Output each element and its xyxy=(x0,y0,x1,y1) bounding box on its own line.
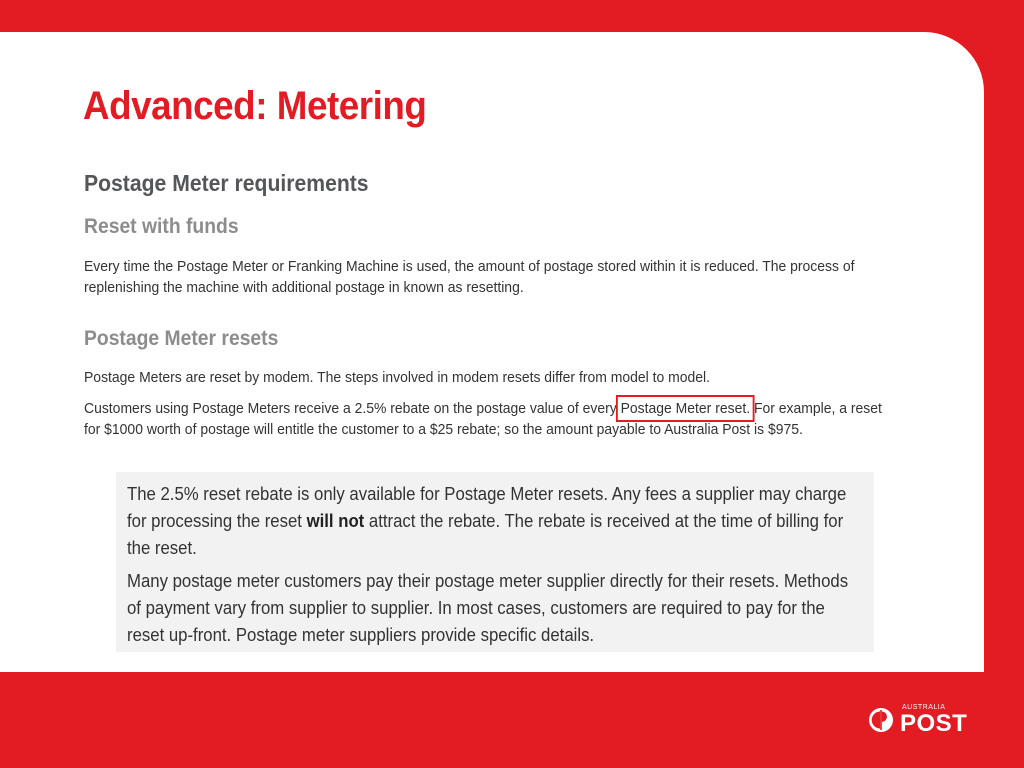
callout-text-before: The 2.5% reset rebate is only available for Postage Meter resets. Any fees a supplier may charge for processing the reset xyxy=(127,484,847,531)
rebate-callout-box xyxy=(116,472,874,652)
callout-paragraph-rebate xyxy=(127,481,862,562)
rebate-text-before: Customers using Postage Meters receive a 2.5% rebate on the postage value of every xyxy=(84,400,621,417)
rebate-text-after: For example, a reset for $1000 worth of postage will entitle the customer to a $25 rebate; so the amount payable to Australia Post is $975. xyxy=(84,400,882,438)
callout-paragraph-payment: Many postage meter customers pay their postage meter supplier directly for their resets. Methods of payment vary from supplier to supplier. In most cases, customers are required to pay for the reset up-front. Postage meter suppliers provide specific details. xyxy=(127,571,849,645)
australia-post-wordmark xyxy=(900,704,967,736)
subheading-postage-meter-resets: Postage Meter resets xyxy=(84,327,279,350)
rebate-paragraph xyxy=(84,398,893,440)
logo-australia-text: AUSTRALIA xyxy=(902,704,946,711)
section-heading: Postage Meter requirements xyxy=(84,170,369,196)
callout-bold-will-not: will not xyxy=(306,511,365,531)
slide-title: Advanced: Metering xyxy=(83,84,427,128)
highlighted-postage-meter-reset: Postage Meter reset. xyxy=(620,400,751,417)
modem-reset-paragraph: Postage Meters are reset by modem. The steps involved in modem resets differ from model to model. xyxy=(84,369,710,386)
callout-text-after: attract the rebate. The rebate is received at the time of billing for the reset. xyxy=(127,511,844,558)
logo-post-text: POST xyxy=(900,710,968,737)
australia-post-logo xyxy=(868,704,967,736)
subheading-reset-with-funds: Reset with funds xyxy=(84,215,239,238)
australia-post-p-icon xyxy=(868,707,894,733)
reset-with-funds-paragraph: Every time the Postage Meter or Franking Machine is used, the amount of postage stored within it is reduced. The process of replenishing the machine with additional postage in known as resetting. xyxy=(84,258,855,296)
